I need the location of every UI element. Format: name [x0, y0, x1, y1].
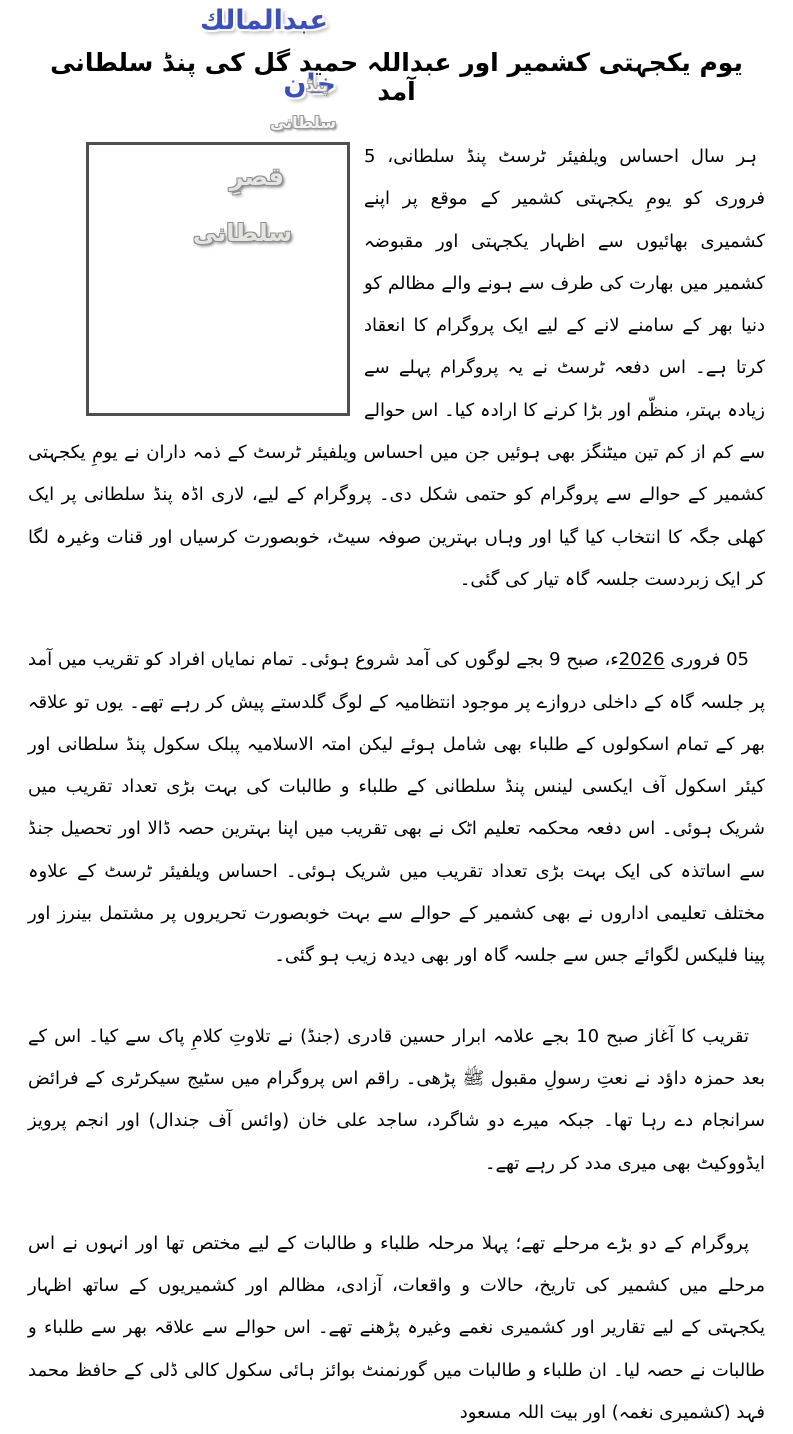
paragraph-ceremony-start-text: تقریب کا آغاز صبح 10 بجے علامہ ابرار حسین قادری (جنڈ) نے تلاوتِ کلامِ پاک سے کیا۔ اس کے بعد حمزہ داؤد نے نعتِ رسولِ مقبول ﷺ پڑھی۔ راقم اس پروگرام میں سٹیج سیکرٹری کے فرائض سرانجام دے رہا تھا۔ جبکہ میرے دو شاگرد، ساجد علی خان (وائس آف جندال) اور انجم پرویز ایڈووکیٹ بھی میری مدد کر رہے تھے۔: [28, 1025, 765, 1174]
paragraph-program-stages-text: پروگرام کے دو بڑے مرحلے تھے؛ پہلا مرحلہ طلباء و طالبات کے لیے مختص تھا اور انہوں نے اس مرحلے میں کشمیر کی تاریخ، حالات و واقعات، آزادی، مظالم اور کشمیریوں کے ساتھ اظہار یکجہتی کے لیے تقاریر اور کشمیری نغمے وغیرہ پڑھنے تھے۔ اس حوالے سے علاقہ بھر سے طلباء و طالبات نے حصہ لیا۔ ان طلباء و طالبات میں گورنمنٹ بوائز ہائی سکول کالی ڈلی کے حافظ محمد فہد (کشمیری نغمہ) اور بیت اللہ مسعود: [28, 1232, 765, 1424]
paragraph-intro-text: ہر سال احساس ویلفیئر ٹرسٹ پنڈ سلطانی، 5 فروری کو یومِ یکجہتی کشمیر کے موقع پر اپنے کشمیری بھائیوں سے اظہار یکجہتی اور مقبوضہ کشمیر میں بھارت کی طرف سے ہونے والے مظالم کو دنیا بھر کے سامنے لانے کے لیے ایک پروگرام کا انعقاد کرتا ہے۔ اس دفعہ ٹرسٹ نے یہ پروگرام پہلے سے زیادہ بہتر، منظّم اور بڑا کرنے کا ارادہ کیا۔ اس حوالے سے کم از کم تین میٹنگز بھی ہوئیں جن میں احساس ویلفیئر ٹرسٹ کے ذمہ داران نے یومِ یکجہتی کشمیر کے حوالے سے پروگرام کو حتمی شکل دی۔ پروگرام کے لیے، لاری اڈہ پنڈ سلطانی پر ایک کھلی جگہ کا انتخاب کیا گیا اور وہاں بہترین صوفہ سیٹ، خوبصورت کرسیاں اور قنات وغیرہ لگا کر ایک زبردست جلسہ گاہ تیار کی گئی۔: [28, 146, 765, 590]
article-body: [28, 136, 765, 1434]
page-title: یوم یکجہتی کشمیر اور عبداللہ حمید گل کی پنڈ سلطانی آمد: [50, 48, 743, 106]
paragraph-event-day: [28, 639, 765, 977]
event-date-prefix: 05 فروری: [664, 649, 750, 671]
speaker-photo-frame: [86, 142, 350, 416]
paragraph-event-day-text: ء، صبح 9 بجے لوگوں کی آمد شروع ہوئی۔ تمام نمایاں افراد کو تقریب میں آمد پر جلسہ گاہ کے داخلی دروازے پر موجود انتظامیہ کے لوگ گلدستے پیش کر رہے تھے۔ یوں تو علاقہ بھر کے تمام اسکولوں کے طلباء بھی شامل ہوئے لیکن امتہ الاسلامیہ پبلک سکول پنڈ سلطانی اور کیئر اسکول آف ایکسی لینس پنڈ سلطانی کے طلباء و طالبات کی بہت بڑی تعداد تقریب میں شریک ہوئی۔ اس دفعہ محکمہ تعلیم اٹک نے بھی تقریب میں اپنا بہترین حصہ ڈالا اور تحصیل جنڈ سے اساتذہ کی ایک بہت بڑی تعداد تقریب میں شریک ہوئی۔ احساس ویلفیئر ٹرسٹ کے علاوہ مختلف تعلیمی اداروں نے بھی کشمیر کے حوالے سے بہت خوبصورت تحریروں پر مشتمل بینرز اور پینا فلیکس لگوائے جس سے جلسہ گاہ اور بھی دیدہ زیب ہو گئی۔: [28, 649, 765, 967]
paragraph-ceremony-start: [28, 1016, 765, 1185]
paragraph-program-stages: [28, 1223, 765, 1434]
event-year-underlined: 2026: [618, 649, 665, 671]
paragraph-intro: [28, 136, 765, 601]
